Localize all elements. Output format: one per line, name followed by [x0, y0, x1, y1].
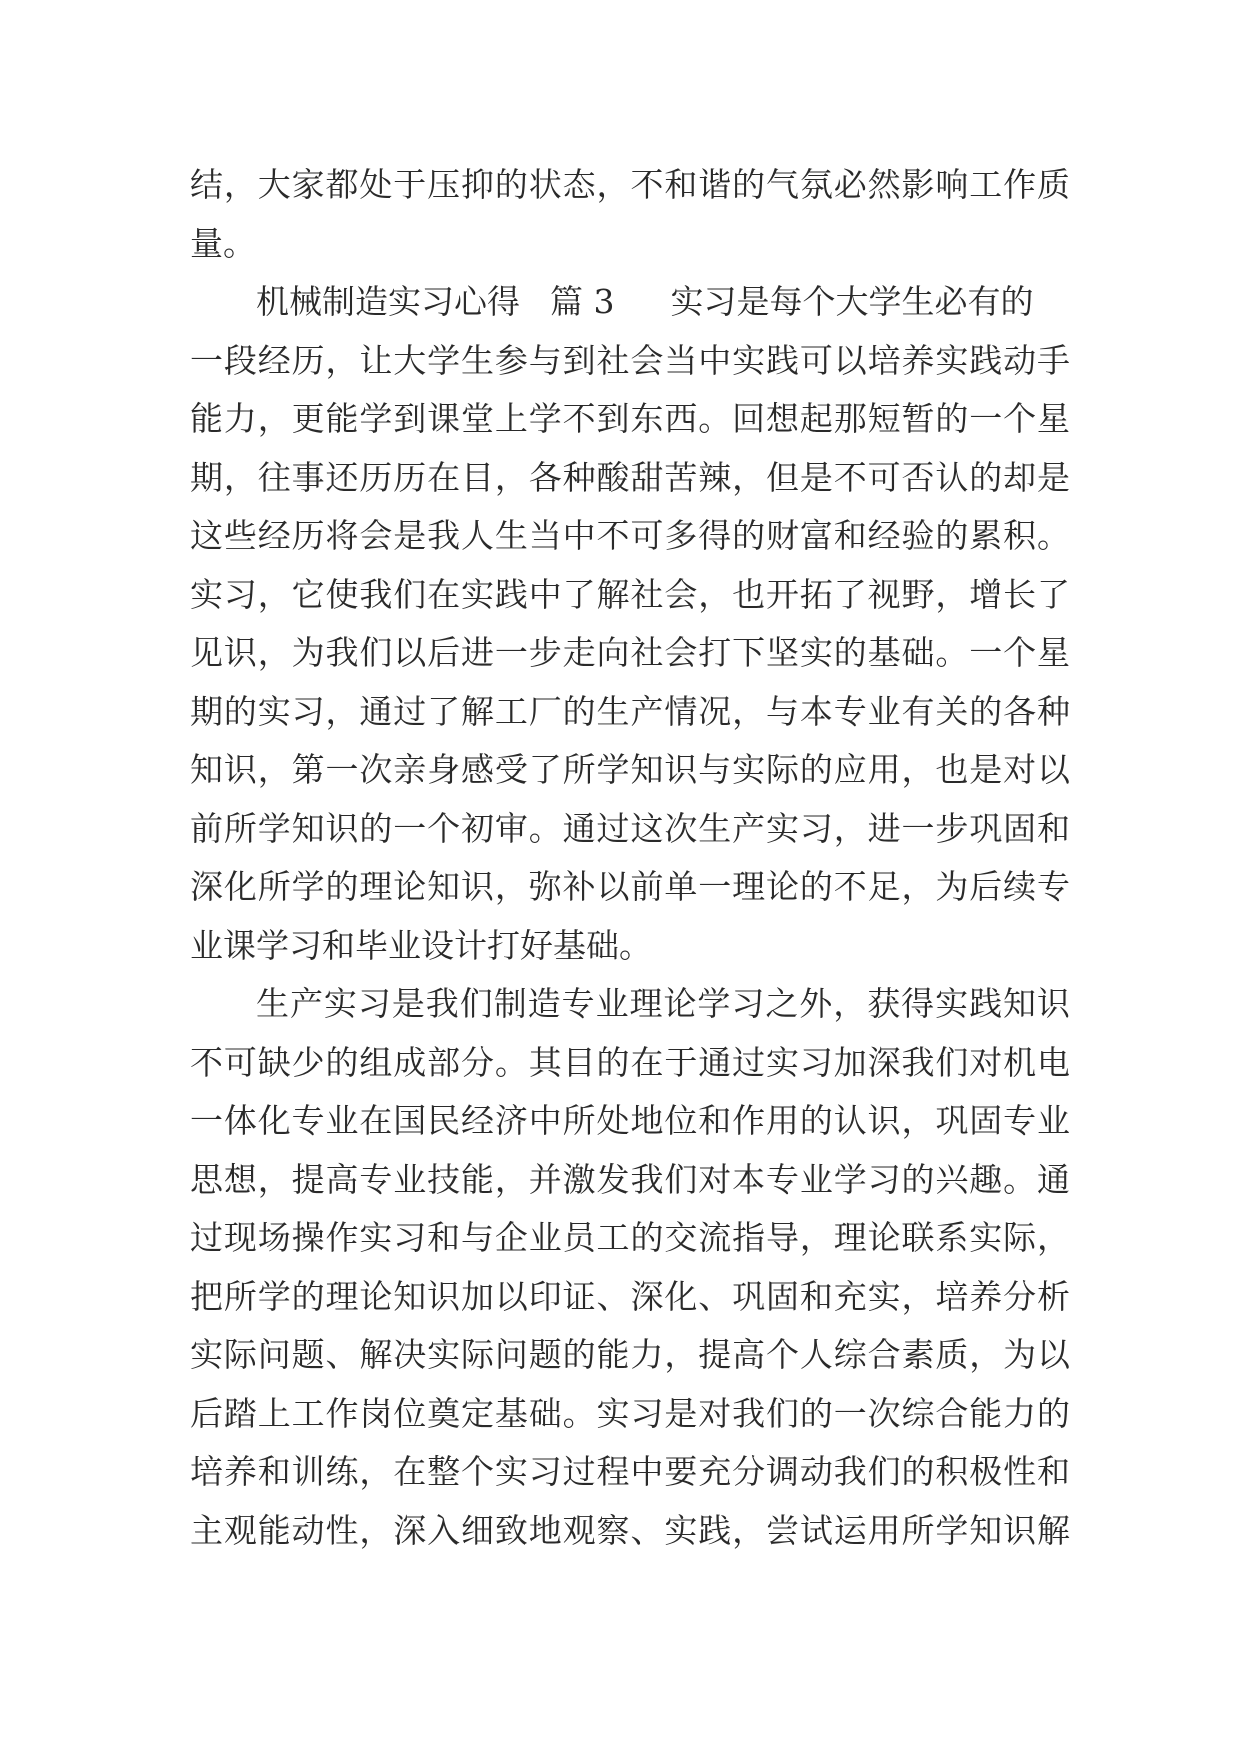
text-line: 思想，提高专业技能，并激发我们对本专业学习的兴趣。通 — [190, 1159, 1070, 1199]
text-line: 把所学的理论知识加以印证、深化、巩固和充实，培养分析 — [190, 1276, 1070, 1316]
text-line: 后踏上工作岗位奠定基础。实习是对我们的一次综合能力的 — [190, 1393, 1070, 1433]
text-line: 深化所学的理论知识，弥补以前单一理论的不足，为后续专 — [190, 867, 1070, 906]
text-line: 一体化专业在国民经济中所处地位和作用的认识，巩固专业 — [190, 1101, 1070, 1140]
text-line: 能力，更能学到课堂上学不到东西。回想起那短暂的一个星 — [190, 399, 1070, 438]
text-line: 量。 — [190, 223, 256, 263]
text-line: 生产实习是我们制造专业理论学习之外，获得实践知识 — [256, 984, 1070, 1023]
text-line: 结，大家都处于压抑的状态，不和谐的气氛必然影响工作质 — [190, 165, 1070, 204]
text-line: 见识，为我们以后进一步走向社会打下坚实的基础。一个星 — [190, 633, 1070, 672]
text-line: 知识，第一次亲身感受了所学知识与实际的应用，也是对以 — [190, 750, 1070, 789]
text-line: 不可缺少的组成部分。其目的在于通过实习加深我们对机电 — [190, 1042, 1070, 1082]
section-number: 篇 3 — [550, 282, 615, 321]
section-heading: 机械制造实习心得 — [256, 282, 520, 321]
text-line: 过现场操作实习和与企业员工的交流指导，理论联系实际， — [190, 1218, 1070, 1257]
text-line: 实习，它使我们在实践中了解社会，也开拓了视野，增长了 — [190, 574, 1070, 614]
text-line: 这些经历将会是我人生当中不可多得的财富和经验的累积。 — [190, 516, 1070, 555]
body-text — [190, 156, 1070, 1560]
text-line: 期的实习，通过了解工厂的生产情况，与本专业有关的各种 — [190, 691, 1070, 731]
text-line: 实际问题、解决实际问题的能力，提高个人综合素质，为以 — [190, 1335, 1070, 1374]
text-line: 前所学知识的一个初审。通过这次生产实习，进一步巩固和 — [190, 808, 1070, 848]
text-line: 期，往事还历历在目，各种酸甜苦辣，但是不可否认的却是 — [190, 457, 1070, 497]
text-line: 培养和训练，在整个实习过程中要充分调动我们的积极性和 — [190, 1452, 1070, 1491]
text-fragment: 实习是每个大学生必有的 — [670, 282, 1034, 321]
section-heading-line — [190, 273, 1070, 332]
text-line: 一段经历，让大学生参与到社会当中实践可以培养实践动手 — [190, 340, 1070, 380]
text-line: 主观能动性，深入细致地观察、实践，尝试运用所学知识解 — [190, 1510, 1070, 1550]
text-line: 业课学习和毕业设计打好基础。 — [190, 925, 652, 965]
